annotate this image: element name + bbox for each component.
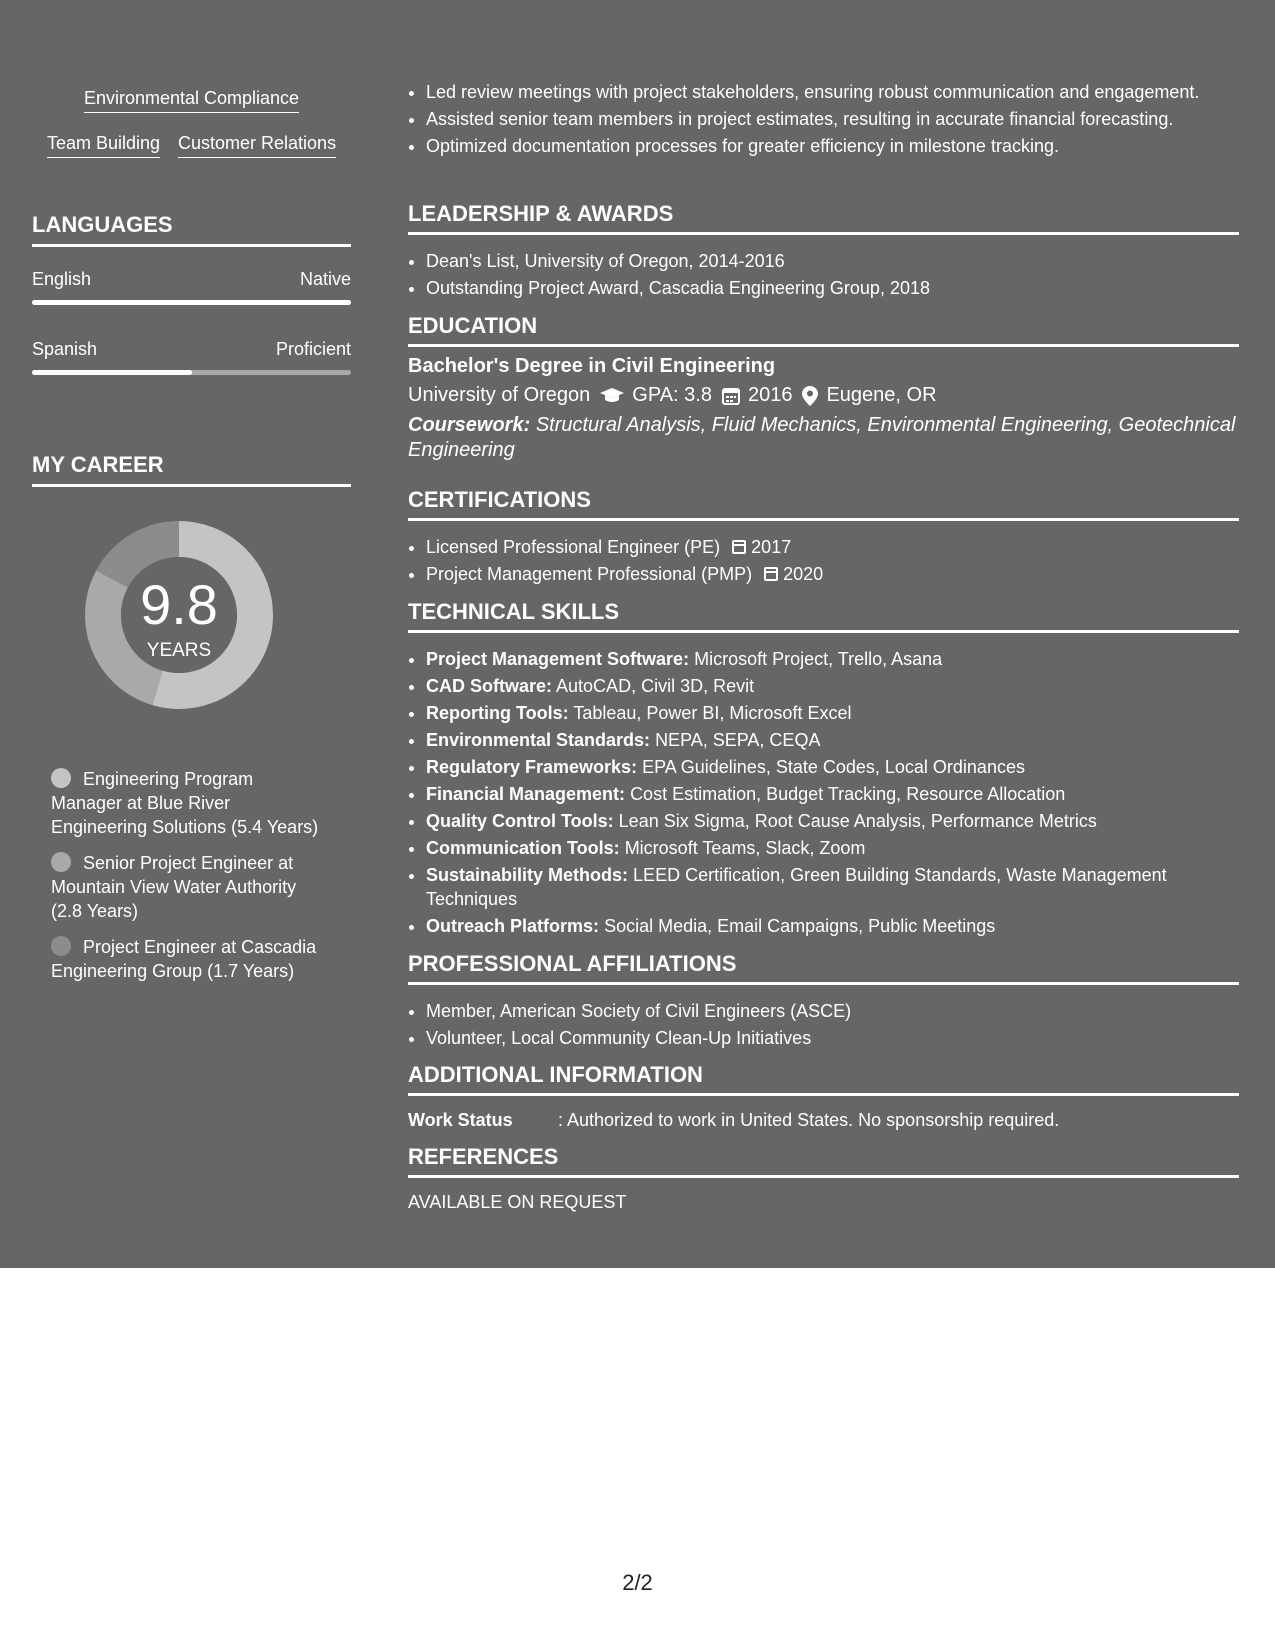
calendar-icon (722, 387, 740, 405)
legend-dot-icon (51, 936, 71, 956)
certification-item (426, 535, 1239, 559)
education-meta (408, 384, 1239, 407)
skill-label: Environmental Standards: (426, 730, 651, 750)
skill-label: Sustainability Methods: (426, 865, 629, 885)
page-number: 2/2 (622, 1570, 653, 1595)
skill-value: Cost Estimation, Budget Tracking, Resource Allocation (630, 784, 1066, 804)
career-legend-item (51, 851, 321, 923)
skill-label: Project Management Software: (426, 649, 690, 669)
skill-label: Communication Tools: (426, 838, 620, 858)
career-legend (32, 767, 351, 983)
skill-item (426, 863, 1239, 911)
language-name: Spanish (32, 339, 98, 359)
certification-name: Licensed Professional Engineer (PE) (426, 537, 721, 557)
school-name: University of Oregon (408, 384, 591, 406)
certification-year: 2020 (783, 564, 824, 584)
experience-bullet: • Optimized documentation processes for greater efficiency in milestone tracking. (426, 134, 1239, 158)
skill-tag: Environmental Compliance (84, 88, 299, 113)
certifications-section (408, 487, 1239, 589)
coursework (408, 413, 1239, 463)
skill-item (426, 674, 1239, 698)
certifications-heading: CERTIFICATIONS (408, 487, 1239, 521)
career-legend-item (51, 935, 321, 983)
skill-tags-row-2 (32, 133, 351, 158)
career-legend-text: Project Engineer at Cascadia Engineering Group (1.7 Years) (51, 937, 317, 981)
affiliations-section (408, 951, 1239, 1053)
awards-heading: LEADERSHIP & AWARDS (408, 201, 1239, 235)
coursework-text: Structural Analysis, Fluid Mechanics, Environmental Engineering, Geotechnical Engineering (408, 414, 1236, 461)
skill-label: Regulatory Frameworks: (426, 757, 638, 777)
affiliation-item: • Volunteer, Local Community Clean-Up Initiatives (426, 1026, 1239, 1050)
affiliation-item: • Member, American Society of Civil Engineers (ASCE) (426, 999, 1239, 1023)
language-level-fill (32, 370, 192, 375)
calendar-icon (732, 540, 746, 554)
career-heading: MY CAREER (32, 452, 351, 487)
career-legend-text: Senior Project Engineer at Mountain View Water Authority (2.8 Years) (51, 853, 297, 921)
skill-item (426, 836, 1239, 860)
skill-tags (32, 88, 351, 158)
references-section (408, 1144, 1239, 1213)
skill-item (426, 755, 1239, 779)
work-status-value: : Authorized to work in United States. No sponsorship required. (558, 1110, 1060, 1130)
certification-item (426, 562, 1239, 586)
additional-section (408, 1062, 1239, 1131)
education-location: Eugene, OR (826, 384, 937, 406)
graduation-year: 2016 (747, 384, 793, 406)
additional-heading: ADDITIONAL INFORMATION (408, 1062, 1239, 1096)
affiliations-heading: PROFESSIONAL AFFILIATIONS (408, 951, 1239, 985)
language-level-fill (32, 300, 351, 305)
gpa: GPA: 3.8 (632, 384, 712, 406)
language-name: English (32, 269, 92, 289)
award-item: • Dean's List, University of Oregon, 2014-2016 (426, 249, 1239, 273)
skill-value: Microsoft Teams, Slack, Zoom (624, 838, 866, 858)
skill-value: Lean Six Sigma, Root Cause Analysis, Performance Metrics (618, 811, 1097, 831)
languages-heading: LANGUAGES (32, 212, 351, 247)
skill-value: Social Media, Email Campaigns, Public Meetings (604, 916, 996, 936)
skill-label: Financial Management: (426, 784, 626, 804)
career-donut-chart (32, 503, 351, 743)
career-unit: YEARS (146, 640, 212, 661)
technical-skills-heading: TECHNICAL SKILLS (408, 599, 1239, 633)
work-status (408, 1110, 1239, 1131)
skill-item (426, 701, 1239, 725)
language-item (32, 269, 351, 305)
career-total: 9.8 (140, 573, 218, 636)
languages-section (32, 212, 351, 375)
skill-item (426, 728, 1239, 752)
skill-label: CAD Software: (426, 676, 553, 696)
experience-bullets (408, 80, 1239, 161)
graduation-cap-icon (600, 387, 624, 405)
skill-item (426, 914, 1239, 938)
skill-value: NEPA, SEPA, CEQA (655, 730, 821, 750)
skill-value: LEED Certification, Green Building Standards, Waste Management Techniques (426, 865, 1167, 909)
education-section (408, 313, 1239, 463)
career-section (32, 452, 351, 995)
skill-item (426, 809, 1239, 833)
skill-value: EPA Guidelines, State Codes, Local Ordinances (642, 757, 1025, 777)
references-text: AVAILABLE ON REQUEST (408, 1192, 627, 1212)
coursework-label: Coursework: (408, 414, 531, 436)
references-heading: REFERENCES (408, 1144, 1239, 1178)
awards-section (408, 201, 1239, 303)
certification-year: 2017 (751, 537, 792, 557)
skill-tags-row-1 (32, 88, 351, 113)
degree-title: Bachelor's Degree in Civil Engineering (408, 355, 776, 377)
language-item (32, 339, 351, 375)
skill-label: Reporting Tools: (426, 703, 569, 723)
career-legend-text: Engineering Program Manager at Blue River Engineering Solutions (5.4 Years) (51, 769, 319, 837)
skill-label: Quality Control Tools: (426, 811, 614, 831)
skill-item (426, 782, 1239, 806)
skill-item (426, 647, 1239, 671)
language-level-bar (32, 300, 351, 305)
legend-dot-icon (51, 768, 71, 788)
technical-skills-section (408, 599, 1239, 941)
award-item: • Outstanding Project Award, Cascadia Engineering Group, 2018 (426, 276, 1239, 300)
skill-tag: Team Building (47, 133, 160, 158)
experience-bullet: • Assisted senior team members in project estimates, resulting in accurate financial forecasting. (426, 107, 1239, 131)
work-status-label: Work Status (408, 1110, 513, 1130)
skill-tag: Customer Relations (178, 133, 336, 158)
location-pin-icon (802, 386, 818, 406)
skill-value: Microsoft Project, Trello, Asana (694, 649, 943, 669)
skill-value: AutoCAD, Civil 3D, Revit (556, 676, 755, 696)
language-level-bar (32, 370, 351, 375)
calendar-icon (764, 567, 778, 581)
skill-label: Outreach Platforms: (426, 916, 600, 936)
language-level: Proficient (275, 339, 351, 359)
experience-bullet: • Led review meetings with project stakeholders, ensuring robust communication and engagement. (426, 80, 1239, 104)
legend-dot-icon (51, 852, 71, 872)
language-level: Native (299, 269, 351, 289)
skill-value: Tableau, Power BI, Microsoft Excel (573, 703, 852, 723)
career-legend-item (51, 767, 321, 839)
education-heading: EDUCATION (408, 313, 1239, 347)
certification-name: Project Management Professional (PMP) (426, 564, 753, 584)
